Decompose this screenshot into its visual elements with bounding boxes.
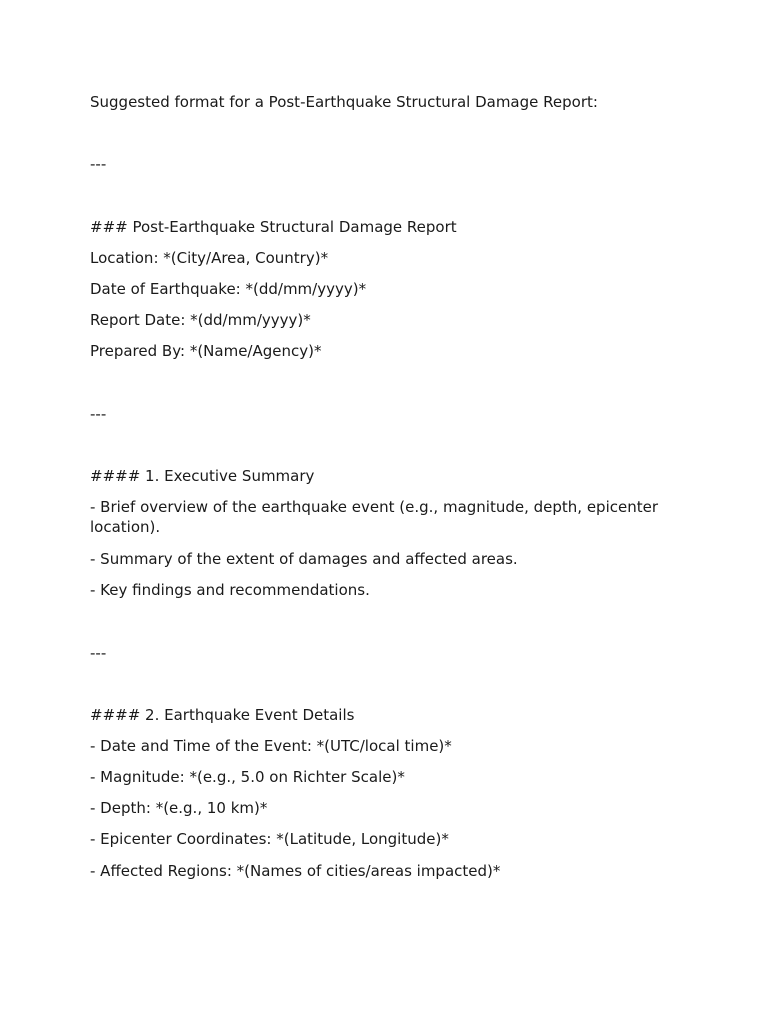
location-field: Location: *(City/Area, Country)* [90,249,329,267]
prepared-by-field: Prepared By: *(Name/Agency)* [90,342,322,360]
report-heading: ### Post-Earthquake Structural Damage Report [90,218,457,236]
list-item: - Affected Regions: *(Names of cities/areas impacted)* [90,862,501,880]
list-item: - Brief overview of the earthquake event (e.g., magnitude, depth, epicenter location). [90,498,659,536]
section-2-heading: #### 2. Earthquake Event Details [90,706,355,724]
separator: --- [90,644,107,662]
intro-text: Suggested format for a Post-Earthquake Structural Damage Report: [90,93,598,111]
separator: --- [90,155,107,173]
list-item: - Magnitude: *(e.g., 5.0 on Richter Scale)* [90,768,405,786]
list-item: - Key findings and recommendations. [90,581,370,599]
list-item: - Depth: *(e.g., 10 km)* [90,799,268,817]
separator: --- [90,405,107,423]
section-1-heading: #### 1. Executive Summary [90,467,315,485]
report-date-field: Report Date: *(dd/mm/yyyy)* [90,311,311,329]
date-of-earthquake-field: Date of Earthquake: *(dd/mm/yyyy)* [90,280,367,298]
list-item: - Epicenter Coordinates: *(Latitude, Longitude)* [90,830,449,848]
list-item: - Summary of the extent of damages and affected areas. [90,550,518,568]
list-item: - Date and Time of the Event: *(UTC/local time)* [90,737,452,755]
